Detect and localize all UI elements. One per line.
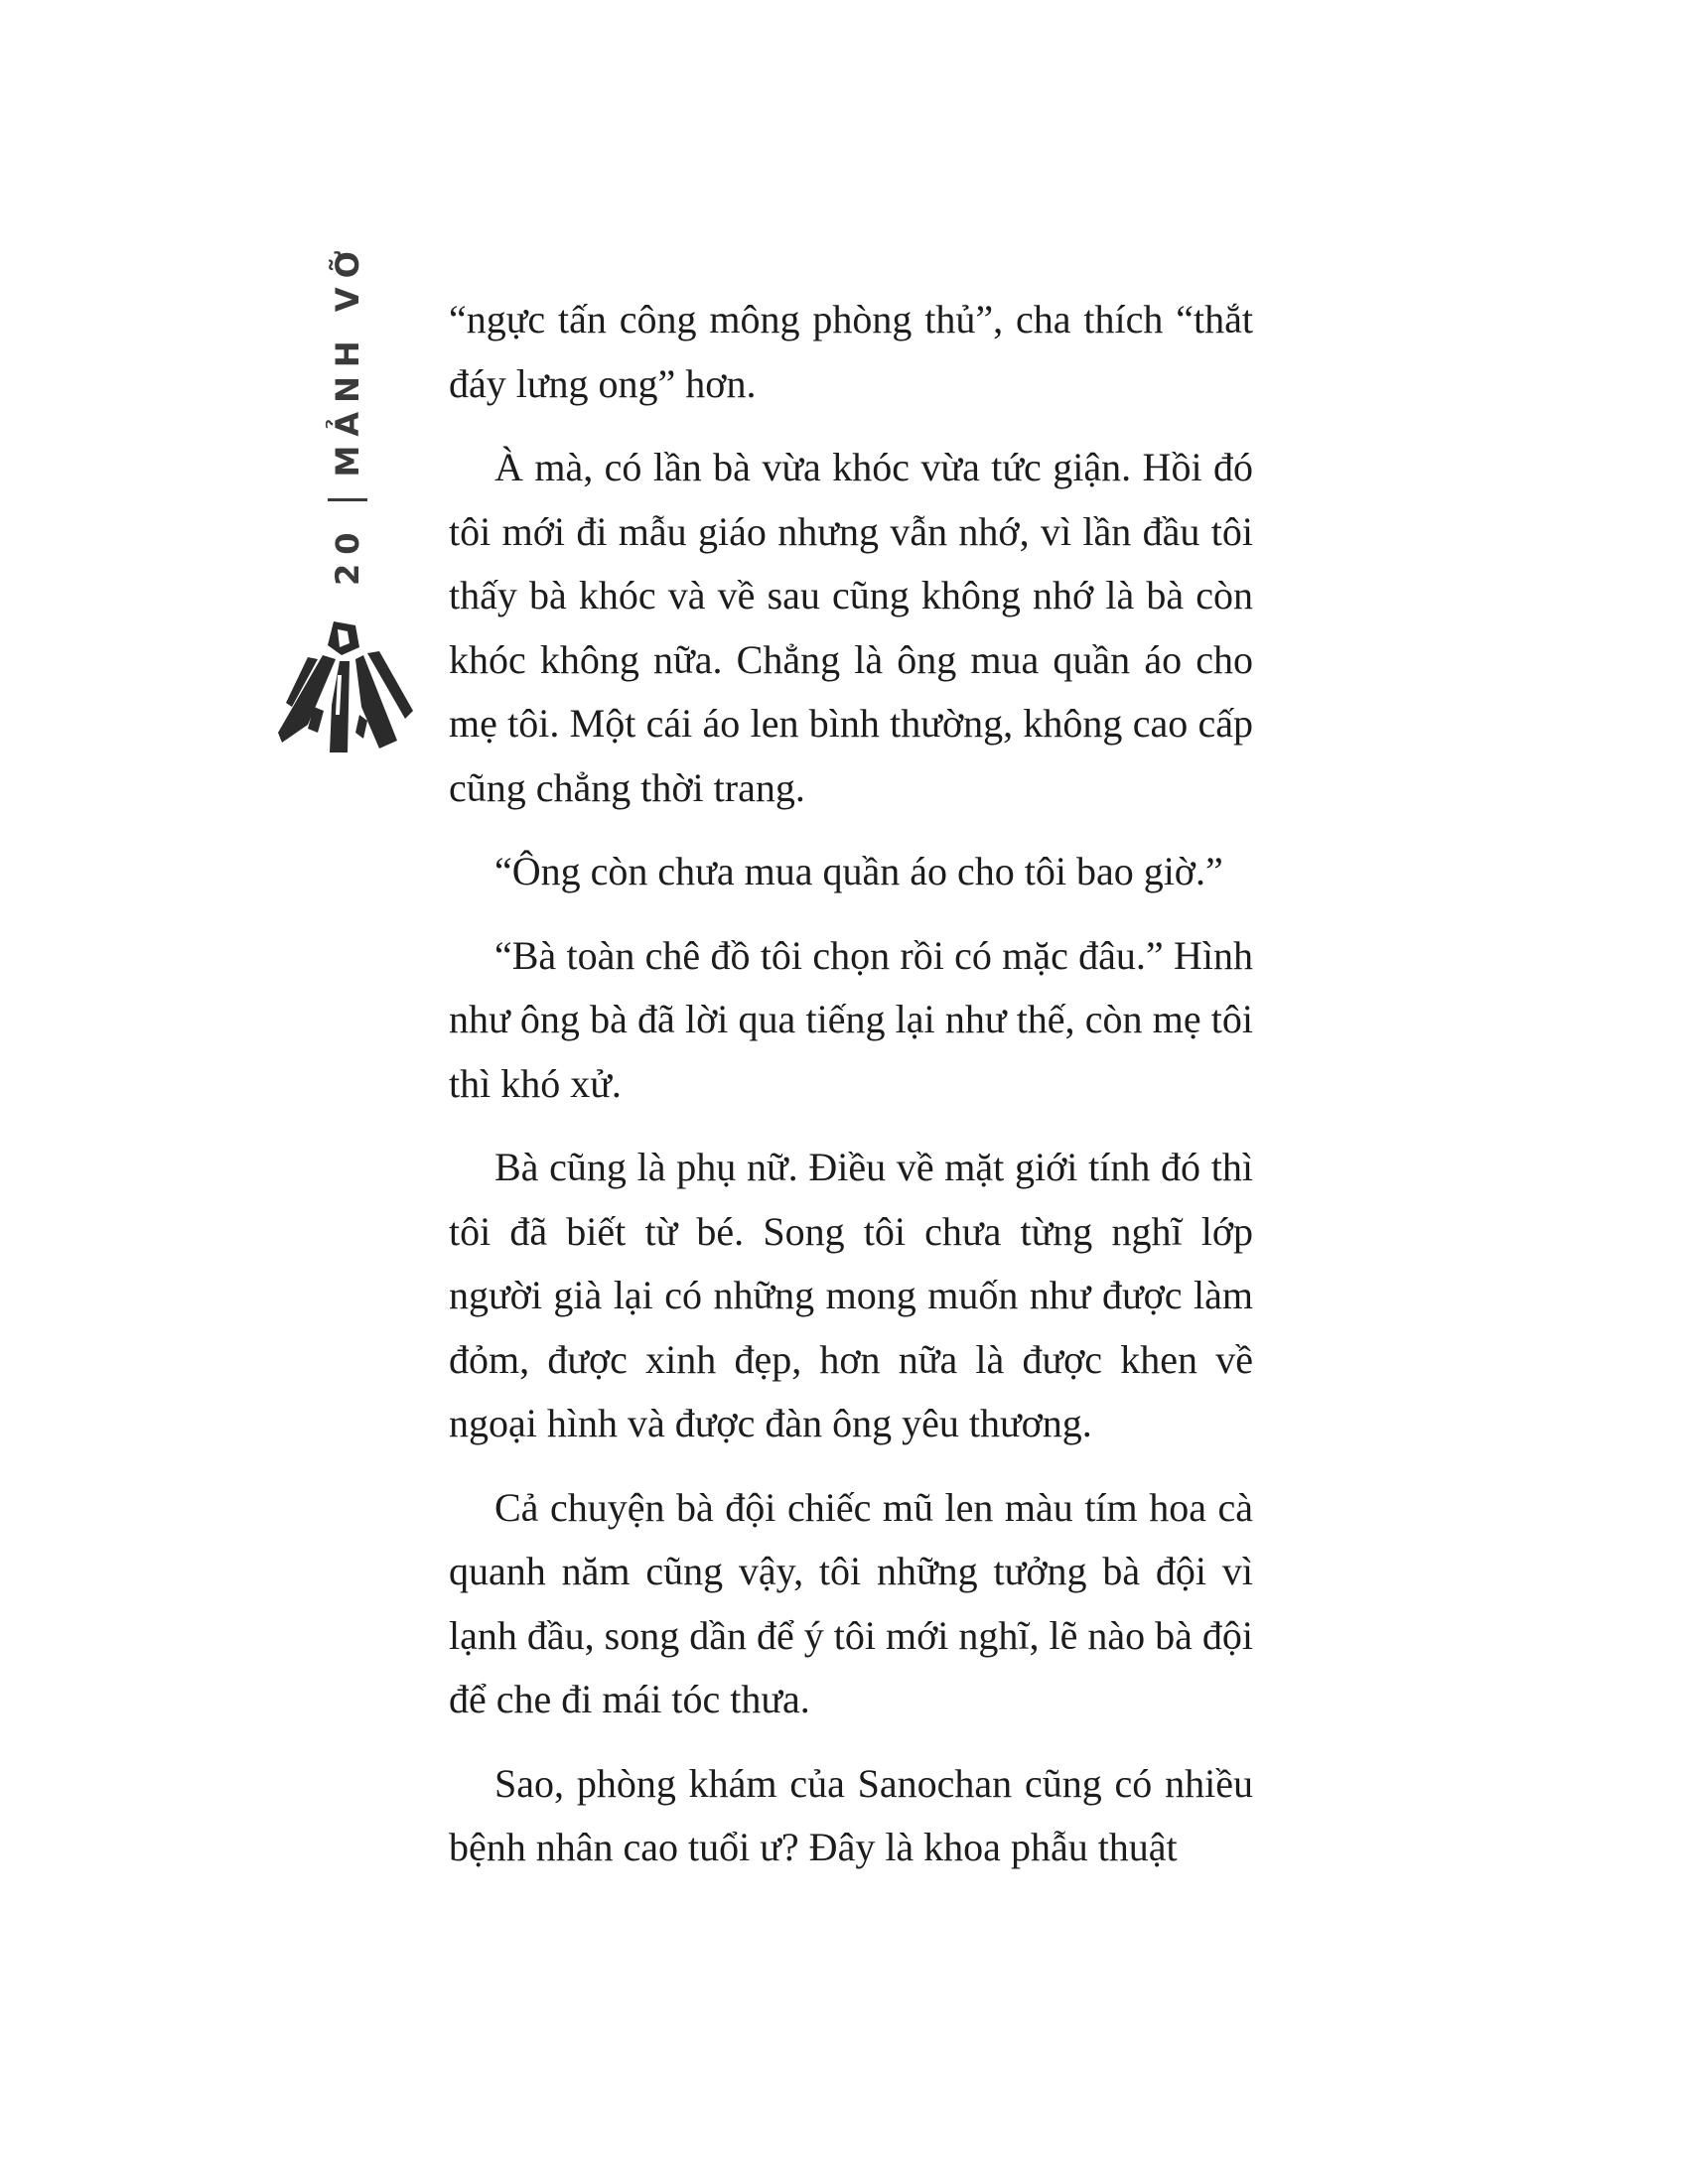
paragraph-7: Sao, phòng khám của Sanochan cũng có nhiều bệnh nhân cao tuổi ư? Đây là khoa phẫu thuật: [449, 1760, 1253, 1869]
paragraph-1: “ngực tấn công mông phòng thủ”, cha thích “thắt đáy lưng ong” hơn.: [449, 297, 1253, 406]
page-number: 20: [329, 523, 366, 586]
body-text: [449, 288, 1253, 1900]
paragraph-2: À mà, có lần bà vừa khóc vừa tức giận. Hồi đó tôi mới đi mẫu giáo nhưng vẫn nhớ, vì lần đầu tôi thấy bà khóc và về sau cũng không nhớ là bà còn khóc không nữa. Chẳng là ông mua quần áo cho mẹ tôi. Một cái áo len bình thường, không cao cấp cũng chẳng thời trang.: [449, 445, 1253, 810]
book-title: MẢNH VỠ: [329, 241, 366, 478]
shattered-emblem-icon: [268, 615, 417, 754]
paragraph-6: Cả chuyện bà đội chiếc mũ len màu tím hoa cà quanh năm cũng vậy, tôi những tưởng bà đội vì lạnh đầu, song dần để ý tôi mới nghĩ, lẽ nào bà đội để che đi mái tóc thưa.: [449, 1484, 1253, 1721]
paragraph-4: “Bà toàn chê đồ tôi chọn rồi có mặc đâu.” Hình như ông bà đã lời qua tiếng lại như thế, còn mẹ tôi thì khó xử.: [449, 932, 1253, 1106]
paragraph-5: Bà cũng là phụ nữ. Điều về mặt giới tính đó thì tôi đã biết từ bé. Song tôi chưa từng nghĩ lớp người già lại có những mong muốn như được làm đỏm, được xinh đẹp, hơn nữa là được khen về ngoại hình và được đàn ông yêu thương.: [449, 1145, 1253, 1445]
running-header: [328, 241, 367, 586]
header-divider: [328, 498, 367, 501]
paragraph-3: “Ông còn chưa mua quần áo cho tôi bao giờ.”: [494, 849, 1223, 893]
